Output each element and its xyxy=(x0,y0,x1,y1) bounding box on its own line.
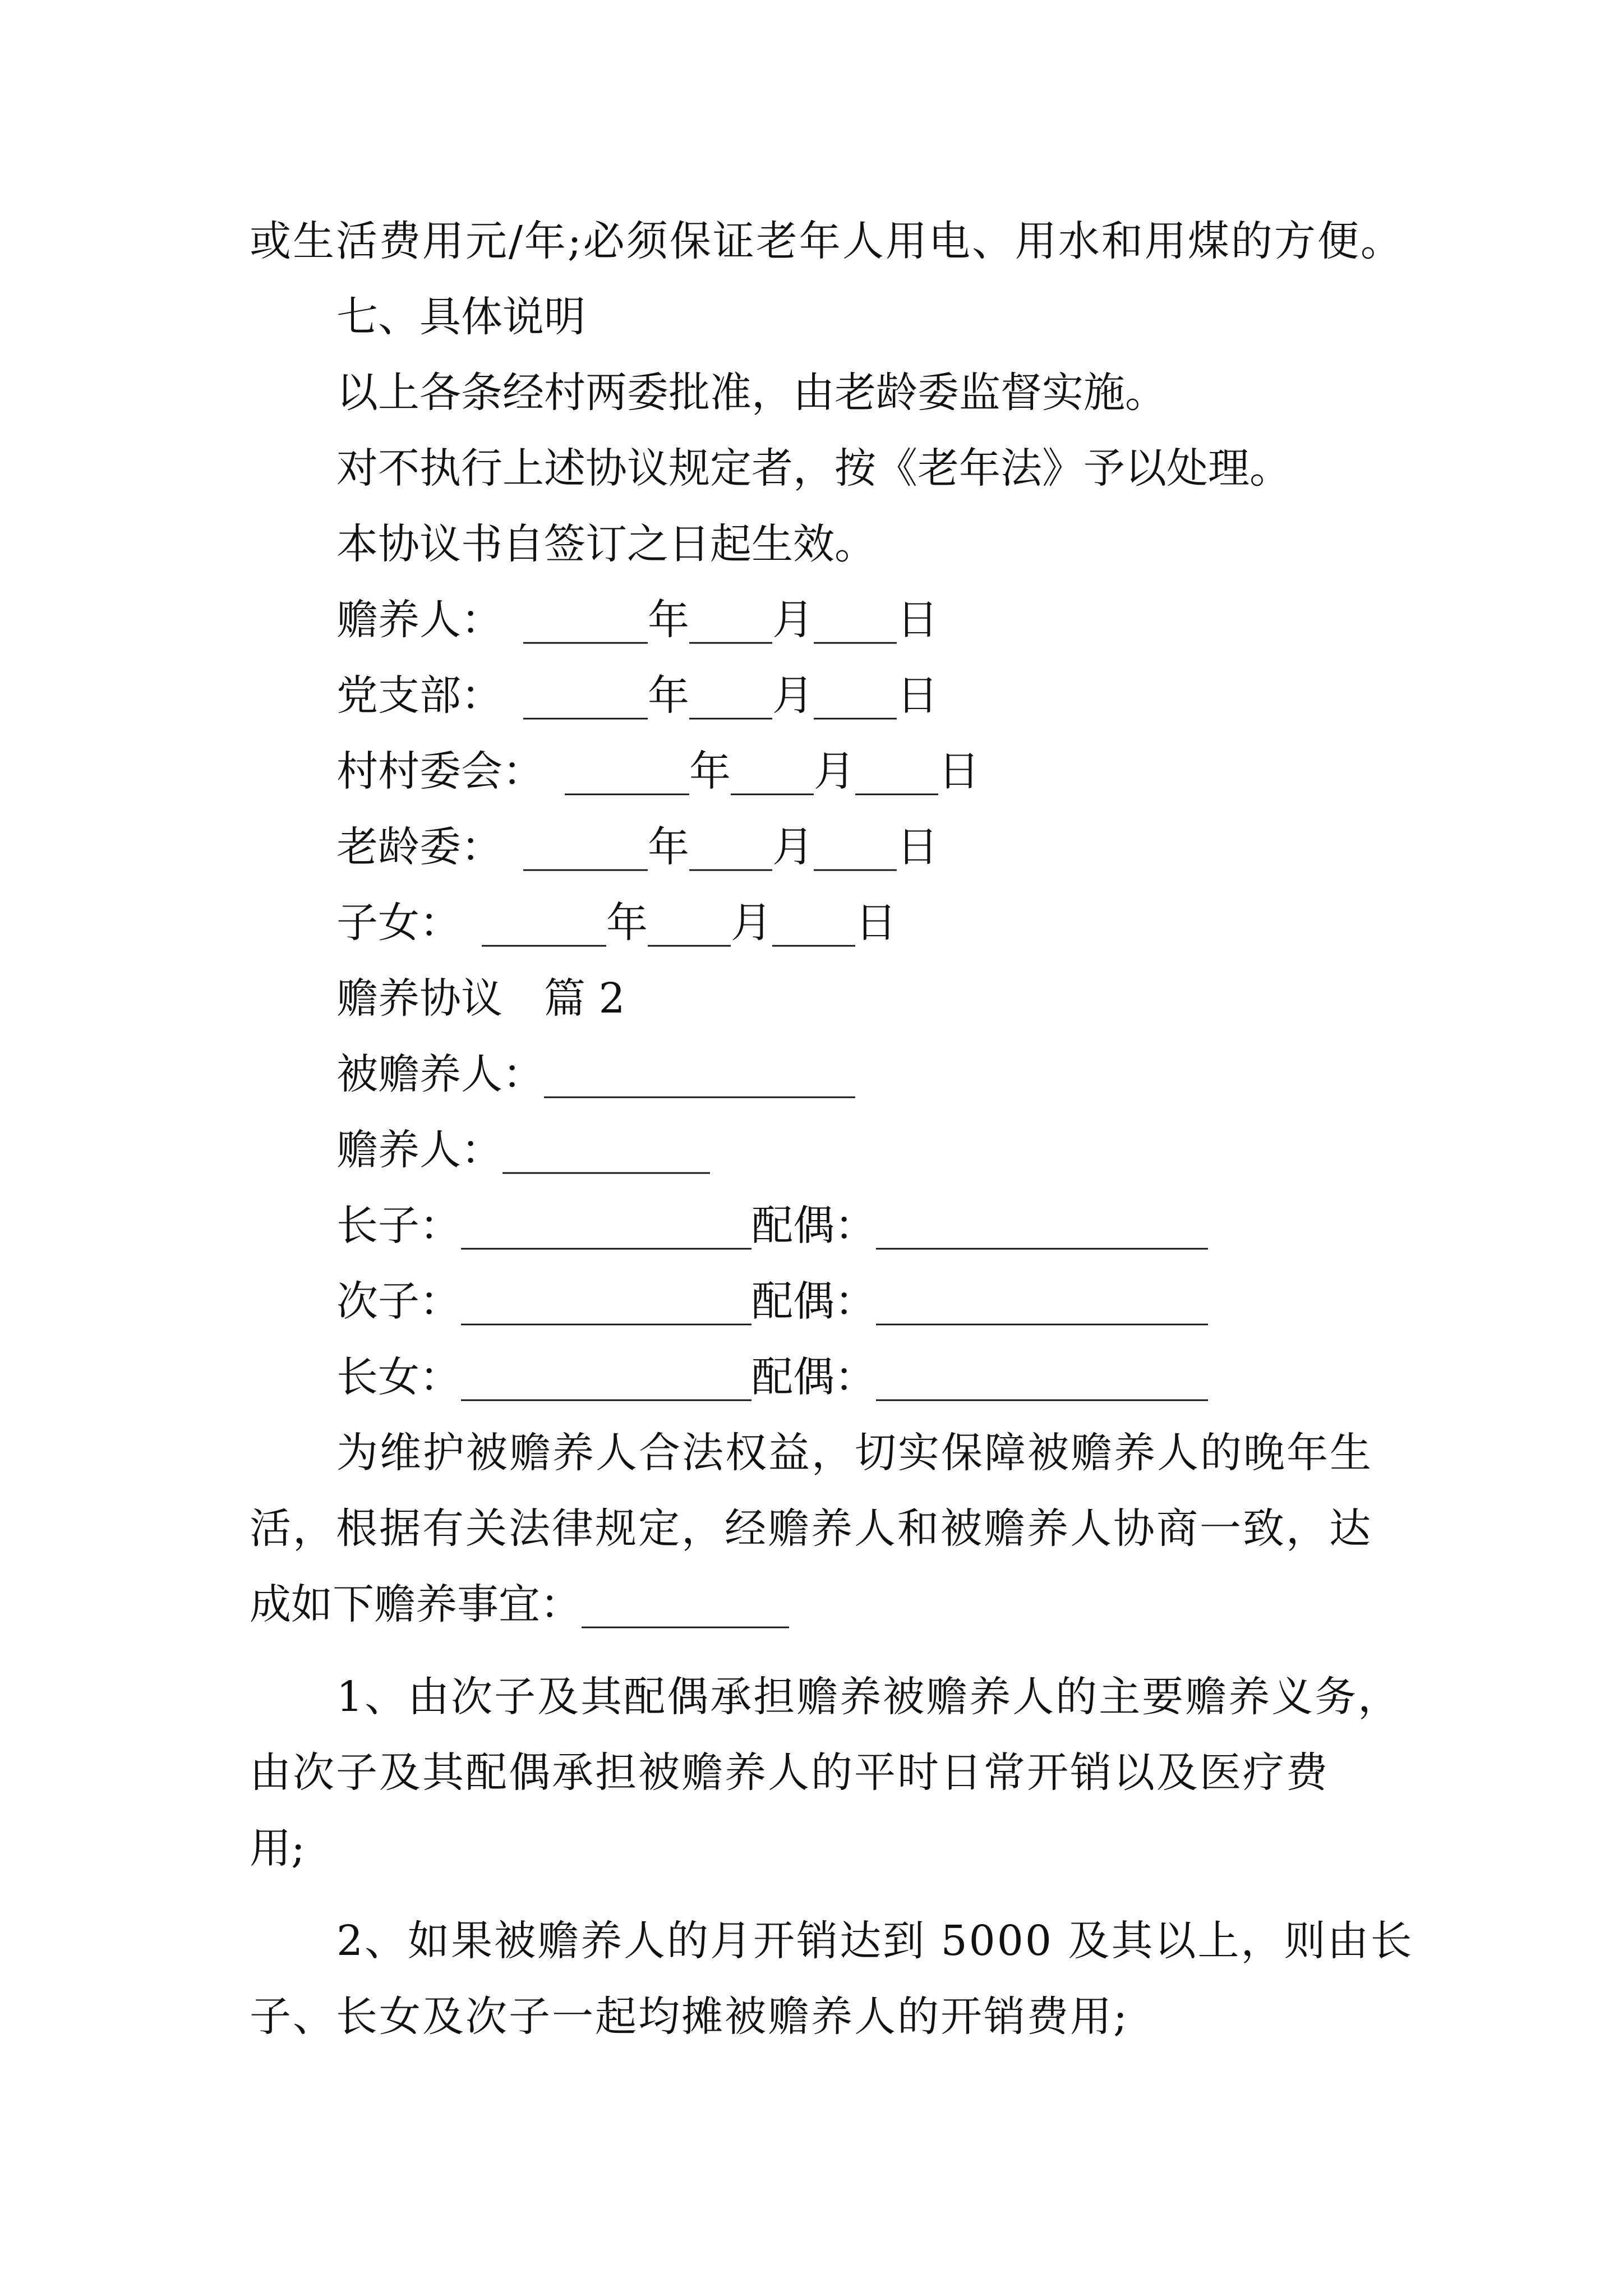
signature-line-elderly-committee: 老龄委： ______年____月____日 xyxy=(336,823,938,871)
signature-line-children: 子女： ______年____月____日 xyxy=(336,899,897,947)
paragraph-intro-line-1: 为维护被赡养人合法权益，切实保障被赡养人的晚年生 xyxy=(336,1429,1373,1477)
text-line-approval: 以上各条经村两委批准，由老龄委监督实施。 xyxy=(336,369,1166,417)
signature-line-supporter: 赡养人： ______年____月____日 xyxy=(336,596,938,644)
field-line-eldest-daughter: 长女：______________配偶：________________ xyxy=(336,1353,1208,1401)
text-line-penalty: 对不执行上述协议规定者，按《老年法》予以处理。 xyxy=(336,444,1291,493)
paragraph-intro-line-2: 活，根据有关法律规定，经赡养人和被赡养人协商一致，达 xyxy=(250,1504,1372,1553)
paragraph-intro-line-3: 成如下赡养事宜：__________ xyxy=(250,1580,789,1628)
field-line-second-son: 次子：______________配偶：________________ xyxy=(336,1277,1208,1326)
text-line-effective: 本协议书自签订之日起生效。 xyxy=(336,520,876,568)
section-heading-seven: 七、具体说明 xyxy=(336,293,585,341)
agreement-title-part-2: 赡养协议 篇 2 xyxy=(336,974,625,1023)
signature-line-village-committee: 村村委会： ______年____月____日 xyxy=(336,747,980,795)
field-line-eldest-son: 长子：______________配偶：________________ xyxy=(336,1202,1208,1250)
field-line-supported-person: 被赡养人：_______________ xyxy=(336,1050,855,1098)
clause-1-line-3: 用; xyxy=(250,1824,305,1872)
clause-1-line-2: 由次子及其配偶承担被赡养人的平时日常开销以及医疗费 xyxy=(250,1749,1329,1797)
text-line-continuation: 或生活费用元/年;必须保证老年人用电、用水和用煤的方便。 xyxy=(250,217,1404,265)
clause-1-line-1: 1、由次子及其配偶承担赡养被赡养人的主要赡养义务， xyxy=(336,1673,1401,1721)
clause-2-line-1: 2、如果被赡养人的月开销达到 5000 及其以上，则由长 xyxy=(336,1917,1414,1965)
signature-line-party-branch: 党支部： ______年____月____日 xyxy=(336,671,938,720)
clause-2-line-2: 子、长女及次子一起均摊被赡养人的开销费用; xyxy=(250,1993,1129,2041)
field-line-supporter: 赡养人：__________ xyxy=(336,1126,710,1174)
